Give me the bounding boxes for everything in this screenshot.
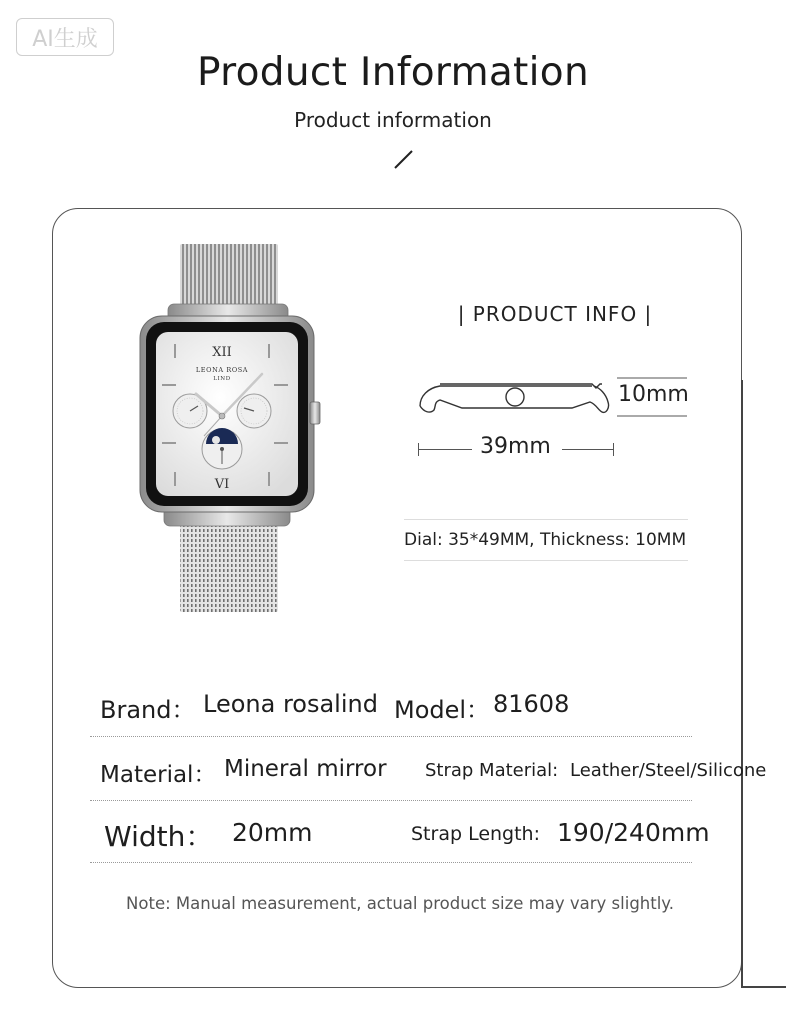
dial-spec-text: Dial: 35*49MM, Thickness: 10MM [404, 530, 687, 550]
width-dimension-line-left [418, 449, 472, 450]
thickness-dimension: 10mm [618, 382, 689, 407]
dotted-divider [90, 736, 692, 737]
divider [404, 519, 688, 520]
product-info-label: | PRODUCT INFO | [457, 302, 653, 326]
strap-length-label: Strap Length: [411, 823, 541, 845]
width-dimension: 39mm [480, 434, 551, 459]
dotted-divider [90, 862, 692, 863]
material-value: Mineral mirror [224, 756, 387, 782]
divider [404, 560, 688, 561]
width-label: Width： [104, 820, 214, 853]
numeral-12: XII [212, 345, 232, 360]
dial-brand-line1: LEONA ROSA [195, 366, 249, 374]
dotted-divider [90, 800, 692, 801]
ai-generated-badge: AI生成 [16, 18, 114, 56]
watch-image [138, 244, 324, 612]
strap-length-value: 190/240mm [557, 818, 710, 847]
width-value: 20mm [232, 818, 313, 847]
strap-material-label: Strap Material: [425, 760, 559, 781]
width-dimension-tick-right [613, 443, 614, 456]
page-title: Product Information [197, 50, 589, 95]
card-edge-line-bottom [741, 986, 786, 988]
page-subtitle: Product information [294, 108, 492, 132]
slash-divider-icon [392, 148, 416, 170]
dial-brand-line2: LIND [213, 376, 231, 382]
model-label: Model： [394, 696, 491, 724]
material-label: Material： [100, 762, 217, 788]
numeral-6: VI [214, 477, 230, 492]
width-dimension-line-right [562, 449, 614, 450]
measurement-note: Note: Manual measurement, actual product size may vary slightly. [126, 894, 674, 913]
model-value: 81608 [493, 690, 570, 718]
strap-material-value: Leather/Steel/Silicone [570, 760, 767, 781]
brand-value: Leona rosalind [203, 690, 378, 718]
brand-label: Brand： [100, 696, 196, 724]
